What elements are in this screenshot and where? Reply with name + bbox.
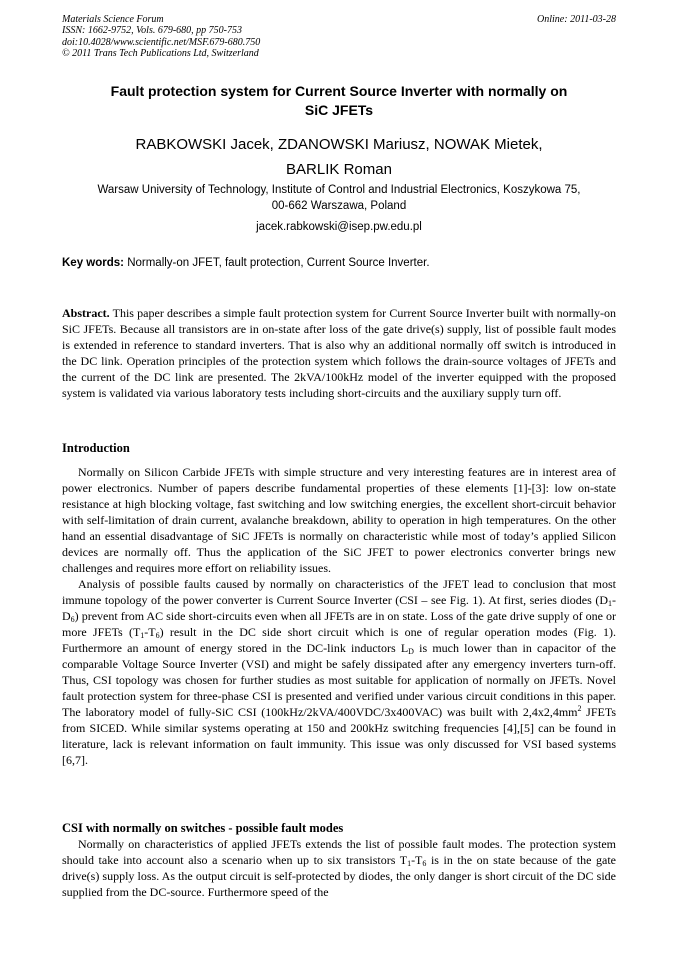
- authors-line-1: RABKOWSKI Jacek, ZDANOWSKI Mariusz, NOWAK Mietek,: [135, 136, 543, 153]
- introduction-body: [62, 464, 616, 768]
- abstract-label: Abstract.: [62, 306, 110, 320]
- author-email: jacek.rabkowski@isep.pw.edu.pl: [256, 221, 422, 233]
- csi-section-body: [62, 836, 616, 900]
- issn-line: ISSN: 1662-9752, Vols. 679-680, pp 750-753: [62, 25, 242, 37]
- introduction-heading: Introduction: [62, 441, 130, 455]
- authors-line-2: BARLIK Roman: [286, 161, 392, 178]
- affiliation-line-1: Warsaw University of Technology, Institute of Control and Industrial Electronics, Koszykowa 75,: [97, 184, 581, 196]
- paper-title: [62, 82, 616, 120]
- copyright-line: © 2011 Trans Tech Publications Ltd, Switzerland: [62, 47, 259, 59]
- journal-name: Materials Science Forum: [62, 14, 164, 25]
- abstract-text: This paper describes a simple fault protection system for Current Source Inverter built with normally-on SiC JFETs. Because all transistors are in on-state after loss of the gate drive(s) supply, list of possible fault modes is extended in reference to standard inverters. That is also why an additional normally off switch is introduced in the DC link. Operation principles of the protection system which follows the drain-source voltages of JFETs and the current of the DC link are presented. The 2kVA/100kHz model of the inverter equipped with the proposed system is validated via various laboratory tests including short-circuits and the auxiliary supply turn off.: [62, 306, 616, 400]
- doi-line: doi:10.4028/www.scientific.net/MSF.679-680.750: [62, 36, 261, 48]
- affiliation-line-2: 00-662 Warszawa, Poland: [271, 200, 407, 212]
- affiliation: [62, 182, 616, 214]
- title-line-2: SiC JFETs: [304, 102, 374, 118]
- online-date: Online: 2011-03-28: [537, 14, 616, 25]
- abstract: [62, 305, 616, 401]
- keywords-text: Normally-on JFET, fault protection, Current Source Inverter.: [124, 257, 430, 269]
- journal-header: [62, 14, 616, 59]
- keywords: [62, 256, 616, 270]
- csi-section-heading: CSI with normally on switches - possible fault modes: [62, 821, 344, 835]
- intro-paragraph-1: Normally on Silicon Carbide JFETs with simple structure and very interesting features are in interest area of power electronics. Number of papers describe fundamental properties of these elements [1]-[3]: low on-state resistance at high blocking voltage, fast switching and low switching energies, the excellent short-circuit behavior with self-limitation of drain current, avalanche breakdown, ability to operation in high temperatures. On the other hand an essential disadvantage of SiC JFETs is normally on characteristic while most of today’s applied Silicon devices are normally off. Thus the application of the SiC JFET to power electronics converter brings new challenges and requires more effort on reliability issues.: [62, 465, 616, 575]
- title-line-1: Fault protection system for Current Source Inverter with normally on: [110, 83, 568, 99]
- author-list: [62, 132, 616, 182]
- intro-paragraph-2: Analysis of possible faults caused by normally on characteristics of the JFET lead to conclusion that most immune topology of the power converter is Current Source Inverter (CSI – see Fig. 1). At first, series diodes $(D_1-D_6)$ prevent from AC side short-circuits even when all JFETs are in on state. Loss of the gate drive supply of one or more JFETs $(T_1-T_6)$ result in the DC side short circuit which is one of regular operation modes (Fig. 1). Furthermore an amount of energy stored in the DC-link inductors $L_D$ is much lower than in capacitor of the comparable Voltage Source Inverter (VSI) and might be safely dissipated after any emergency inverters turn-off. Thus, CSI topology was chosen for further studies as most suitable for application of normally on JFETs. Novel fault protection system for three-phase CSI is presented and verified under various circuit conditions in this paper. The laboratory model of fully-SiC CSI (100kHz/2kVA/400VDC/3x400VAC) was built with $2,4x2,4mm^2$ JFETs from SICED. While similar systems operating at 150 and 200kHz switching frequencies [4],[5] can be found in literature, lack is relevant information on fault immunity. This issue was only discussed for VSI based systems [6,7].: [62, 577, 616, 767]
- keywords-label: Key words:: [62, 257, 124, 269]
- csi-paragraph-1: Normally on characteristics of applied JFETs extends the list of possible fault modes. The protection system should take into account also a scenario when up to six transistors $T_1-T_6$ is in the on state because of the gate drive(s) supply loss. As the output circuit is self-protected by diodes, the only danger is short circuit of the DC side supplied from the DC-source. Furthermore speed of the: [62, 837, 616, 899]
